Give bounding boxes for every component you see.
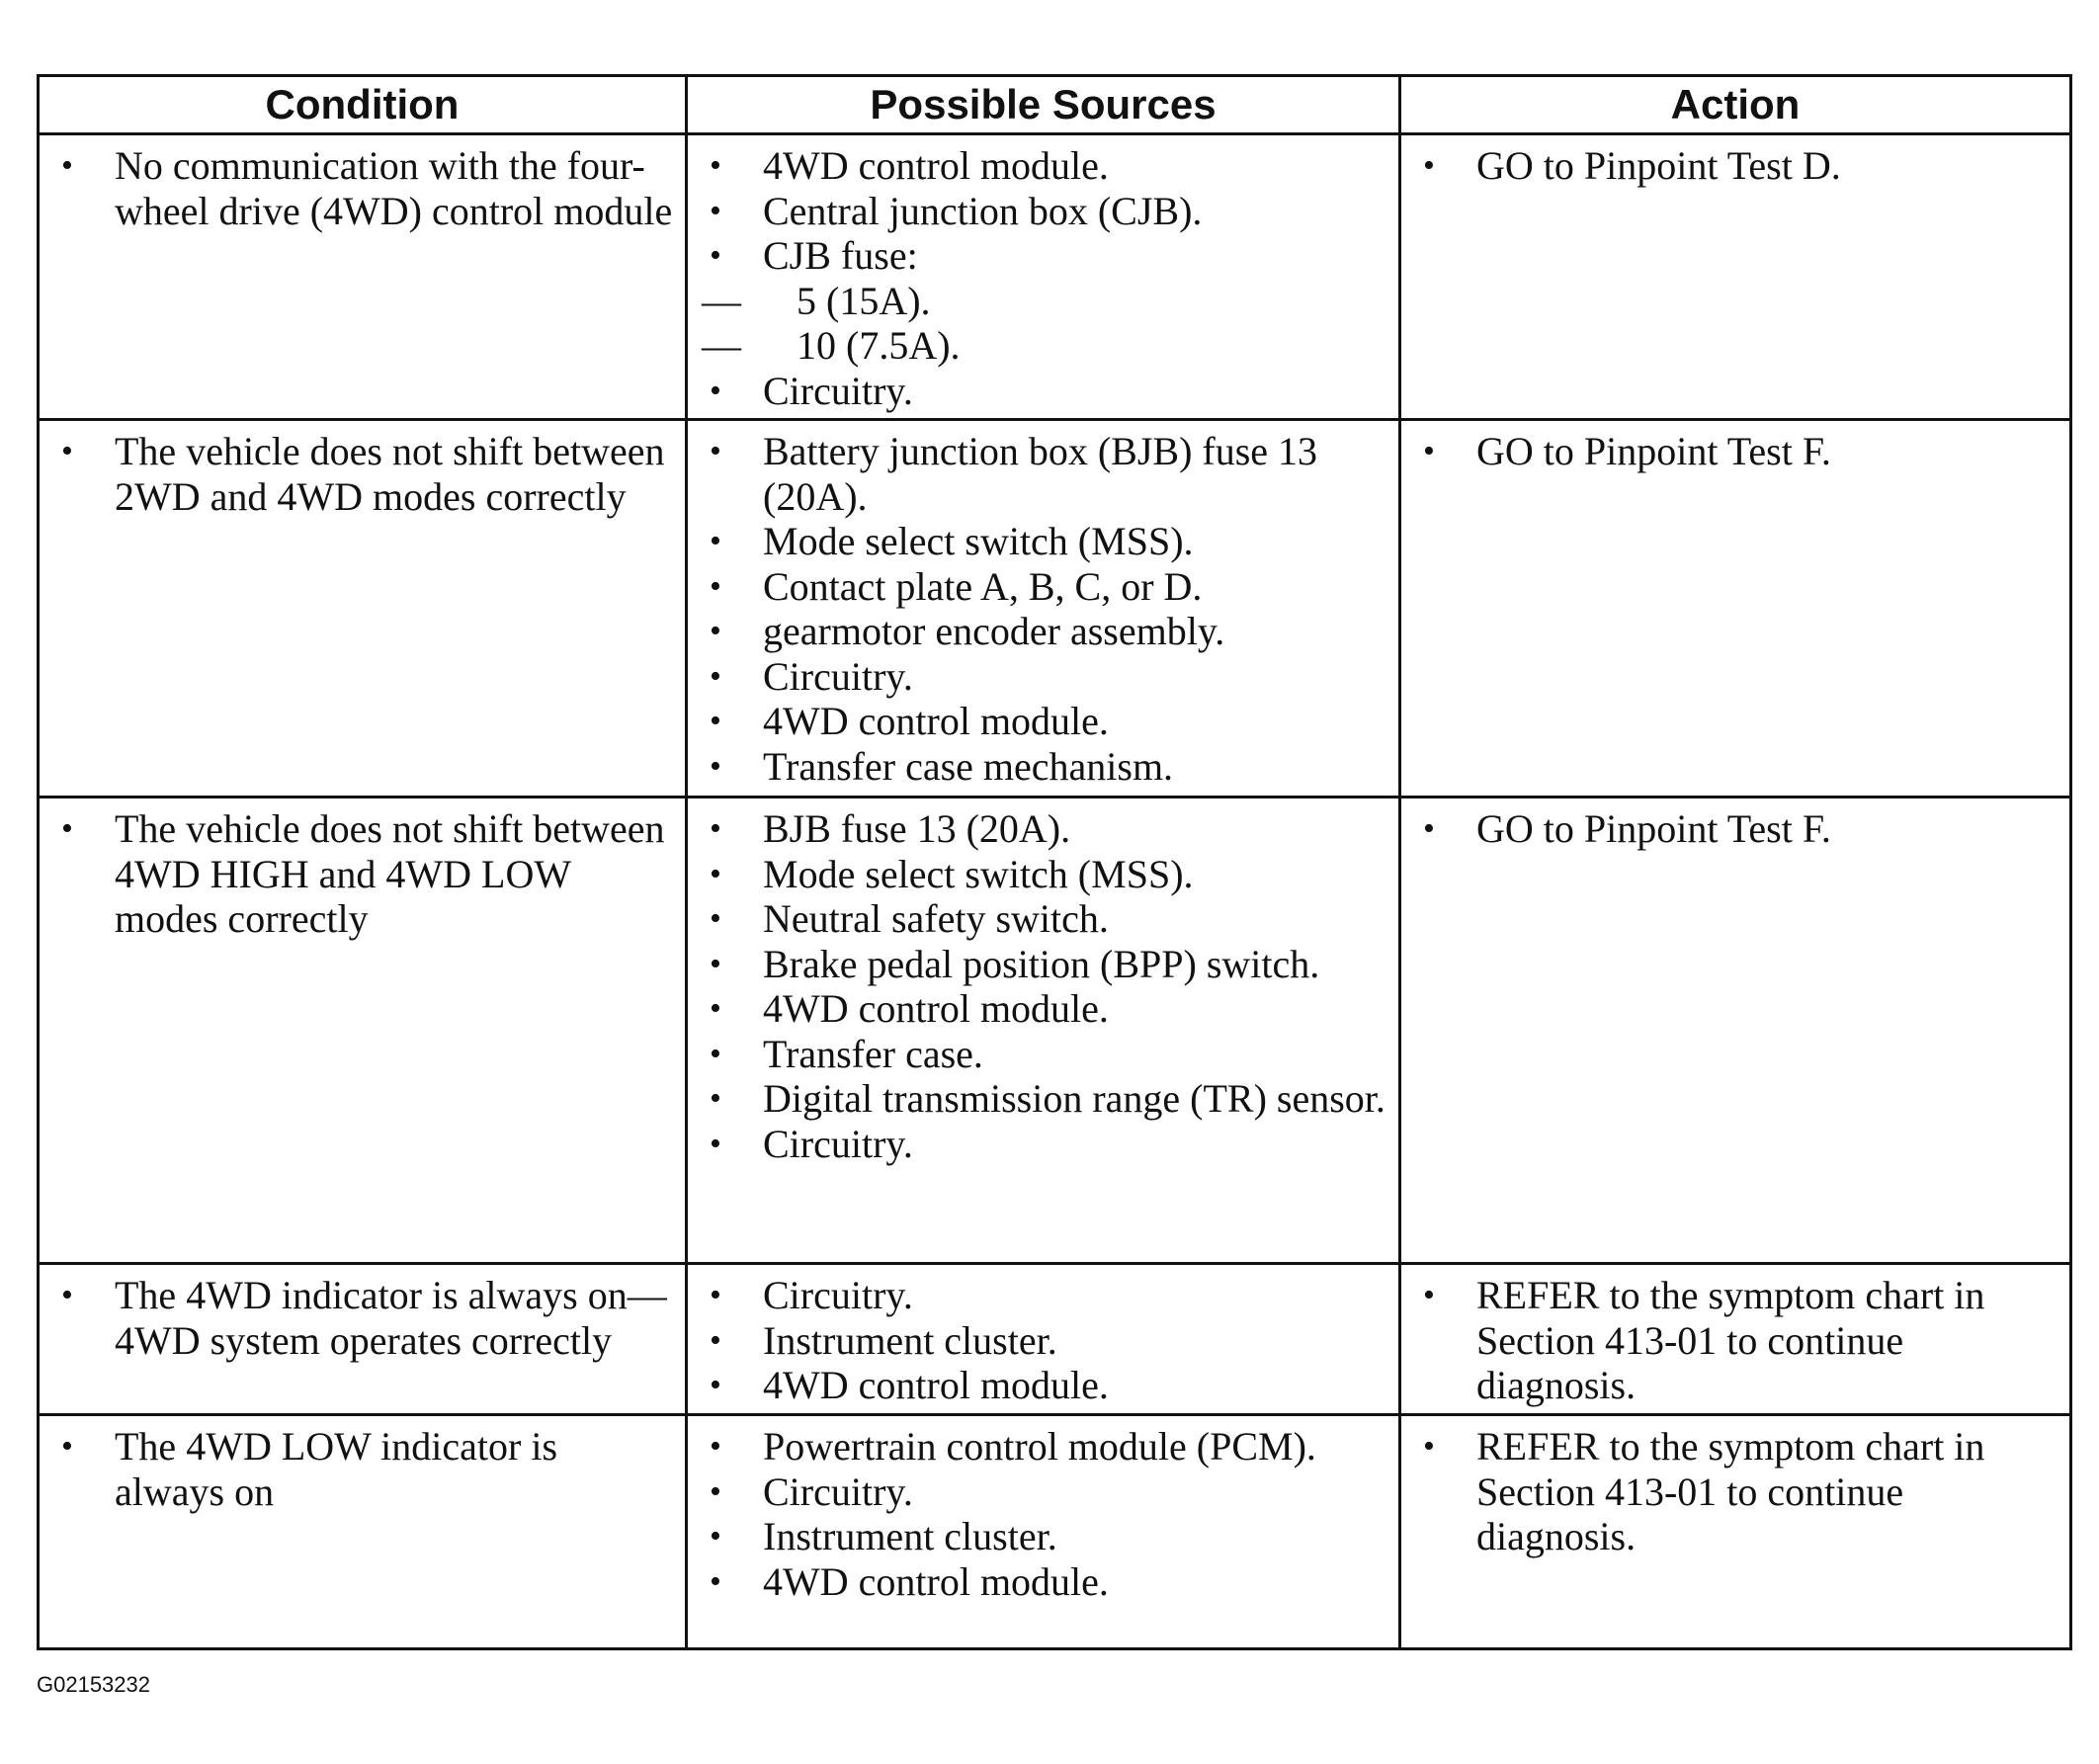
action-item: • GO to Pinpoint Test F. (1415, 806, 2059, 852)
header-condition: Condition (39, 76, 687, 134)
action-cell (1400, 1415, 2071, 1649)
sources-cell (687, 420, 1400, 798)
source-item: • Powertrain control module (PCM). (702, 1424, 1388, 1470)
condition-item: • The vehicle does not shift between 4WD HIGH and 4WD LOW modes correctly (53, 806, 675, 942)
sources-cell (687, 134, 1400, 420)
source-item: • Mode select switch (MSS). (702, 519, 1388, 564)
source-item: • Mode select switch (MSS). (702, 852, 1388, 897)
fuse-sub-list (763, 279, 1388, 369)
sources-cell (687, 1264, 1400, 1415)
condition-item: • The 4WD LOW indicator is always on (53, 1424, 675, 1514)
source-item: • 4WD control module. (702, 143, 1388, 189)
action-item: • REFER to the symptom chart in Section 413-01 to continue diagnosis. (1415, 1424, 2059, 1559)
action-item: • REFER to the symptom chart in Section 413-01 to continue diagnosis. (1415, 1273, 2059, 1408)
figure-id: G02153232 (37, 1672, 150, 1697)
condition-cell (39, 420, 687, 798)
table-row (39, 1415, 2071, 1649)
header-possible-sources: Possible Sources (687, 76, 1400, 134)
action-item: • GO to Pinpoint Test F. (1415, 429, 2059, 474)
source-item: • 4WD control module. (702, 986, 1388, 1032)
action-cell (1400, 420, 2071, 798)
source-item: • Transfer case mechanism. (702, 744, 1388, 790)
source-sub-item: — 5 (15A). (702, 279, 1388, 324)
header-row (39, 76, 2071, 134)
condition-item: • The vehicle does not shift between 2WD and 4WD modes correctly (53, 429, 675, 519)
action-cell (1400, 1264, 2071, 1415)
source-item: • Contact plate A, B, C, or D. (702, 564, 1388, 610)
condition-cell (39, 798, 687, 1264)
condition-item: • The 4WD indicator is always on—4WD system operates correctly (53, 1273, 675, 1363)
source-item: • 4WD control module. (702, 699, 1388, 744)
source-item: • 4WD control module. (702, 1559, 1388, 1605)
condition-cell (39, 1415, 687, 1649)
action-cell (1400, 798, 2071, 1264)
source-item: • Central junction box (CJB). (702, 189, 1388, 234)
source-item (702, 233, 1388, 369)
source-item: • Neutral safety switch. (702, 896, 1388, 942)
source-item: • gearmotor encoder assembly. (702, 609, 1388, 654)
condition-cell (39, 1264, 687, 1415)
source-item: • Battery junction box (BJB) fuse 13 (20A). (702, 429, 1388, 519)
action-cell (1400, 134, 2071, 420)
source-item-label: CJB fuse: (763, 233, 918, 278)
condition-item: • No communication with the four-wheel drive (4WD) control module (53, 143, 675, 233)
diagnosis-table (37, 74, 2072, 1650)
table-row (39, 798, 2071, 1264)
action-item: • GO to Pinpoint Test D. (1415, 143, 2059, 189)
source-item: • Circuitry. (702, 654, 1388, 700)
source-item: • Circuitry. (702, 1273, 1388, 1318)
sources-cell (687, 1415, 1400, 1649)
source-item: • Circuitry. (702, 1470, 1388, 1515)
source-item: • Transfer case. (702, 1032, 1388, 1077)
source-sub-item: — 10 (7.5A). (702, 323, 1388, 369)
source-item: • Instrument cluster. (702, 1318, 1388, 1364)
source-item: • Digital transmission range (TR) sensor. (702, 1076, 1388, 1122)
table-row (39, 134, 2071, 420)
condition-cell (39, 134, 687, 420)
source-item: • Instrument cluster. (702, 1514, 1388, 1559)
source-item: • Brake pedal position (BPP) switch. (702, 942, 1388, 987)
source-item: • Circuitry. (702, 1122, 1388, 1167)
source-item: • Circuitry. (702, 369, 1388, 414)
header-action: Action (1400, 76, 2071, 134)
table-row (39, 1264, 2071, 1415)
source-item: • BJB fuse 13 (20A). (702, 806, 1388, 852)
table-row (39, 420, 2071, 798)
sources-cell (687, 798, 1400, 1264)
source-item: • 4WD control module. (702, 1363, 1388, 1408)
